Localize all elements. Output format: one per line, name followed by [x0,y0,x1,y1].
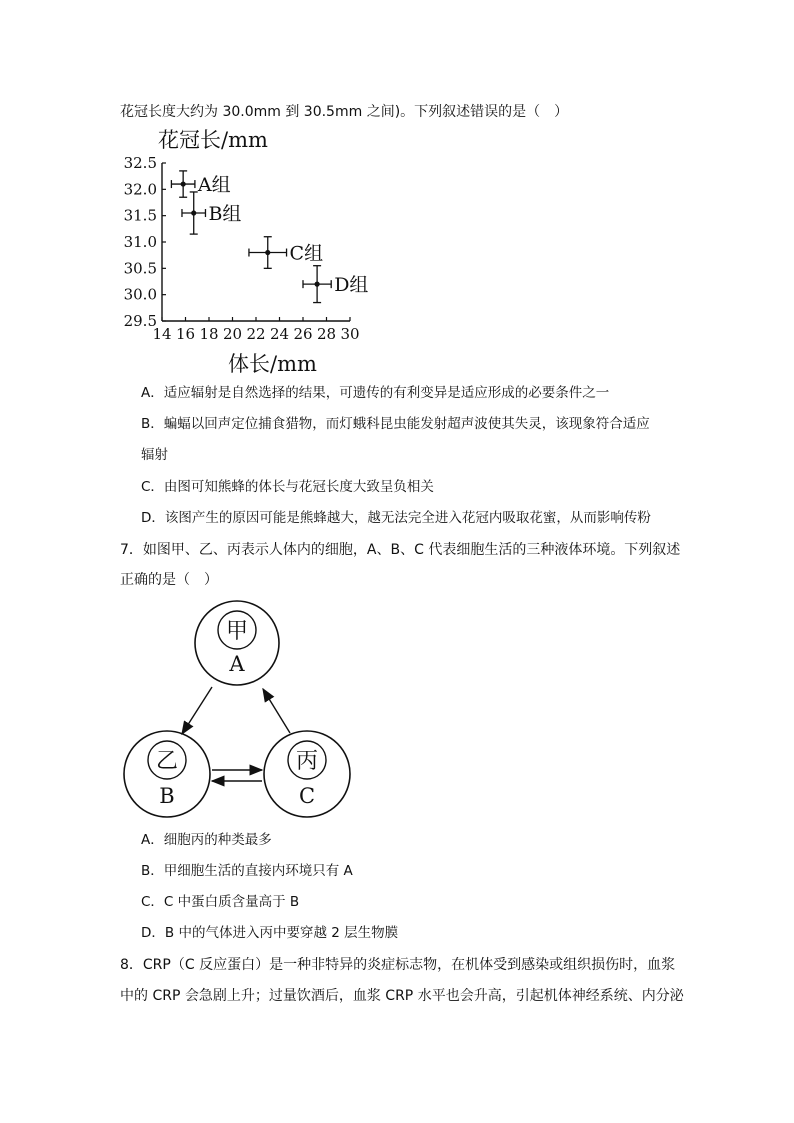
x-tick-label: 18 [199,325,219,343]
point-label: C组 [289,242,324,265]
arrow-c-to-a [263,689,290,733]
q6-intro-tail: 花冠长度大约为 30.0mm 到 30.5mm 之间)。下列叙述错误的是（ ） [120,104,569,120]
q6-option-c: C．由图可知熊蜂的体长与花冠长度大致呈负相关 [141,479,434,495]
q6-option-a: A．适应辐射是自然选择的结果，可遗传的有利变异是适应形成的必要条件之一 [141,385,610,401]
data-point [191,210,196,215]
q8-stem: 8．CRP（C 反应蛋白）是一种非特异的炎症标志物，在机体受到感染或组织损伤时，血浆 [120,957,676,973]
x-tick-label: 14 [152,325,172,343]
env-c-label: C [298,784,316,808]
env-b-label: B [159,784,175,808]
x-tick-label: 22 [246,325,266,343]
q7-stem-cont: 正确的是（ ） [120,572,218,588]
x-tick-label: 20 [222,325,243,343]
y-tick-label: 32.5 [123,154,157,172]
y-tick-label: 31.0 [123,233,157,251]
cell-environment-diagram [118,595,358,825]
y-tick-label: 31.5 [123,206,157,225]
cell-yi-label: 乙 [155,749,179,774]
cell-jia-label: 甲 [225,619,249,644]
data-point [265,250,270,255]
q6-option-d: D．该图产生的原因可能是熊蜂越大，越无法完全进入花冠内吸取花蜜，从而影响传粉 [141,510,651,526]
q6-option-b-cont: 辐射 [141,447,168,463]
y-tick-label: 30.5 [123,259,157,278]
y-axis-label: 花冠长/mm [158,128,268,152]
left-environment-circle [124,731,210,817]
top-environment-circle [195,601,279,685]
q7-option-b: B．甲细胞生活的直接内环境只有 A [141,863,353,879]
q7-option-a: A．细胞丙的种类最多 [141,832,272,848]
q7-option-c: C．C 中蛋白质含量高于 B [141,894,300,910]
arrow-a-to-b [182,687,212,734]
data-point [181,181,186,186]
q7-stem: 7．如图甲、乙、丙表示人体内的细胞，A、B、C 代表细胞生活的三种液体环境。下列叙述 [120,542,681,558]
x-tick-label: 28 [316,325,337,343]
right-environment-circle [264,731,350,817]
cell-bing-label: 丙 [295,749,319,774]
x-tick-label: 26 [293,325,313,343]
point-label: B组 [208,203,242,226]
env-a-label: A [229,652,245,676]
y-tick-label: 29.5 [123,312,157,330]
q6-option-b: B．蝙蝠以回声定位捕食猎物，而灯蛾科昆虫能发射超声波使其失灵，该现象符合适应 [141,416,650,432]
y-tick-label: 30.0 [123,285,157,304]
q8-stem-cont: 中的 CRP 会急剧上升；过量饮酒后，血浆 CRP 水平也会升高，引起机体神经系统、内分泌 [120,988,684,1004]
x-tick-label: 30 [340,325,360,343]
x-tick-label: 16 [175,325,196,343]
point-label: A组 [197,174,231,197]
y-tick-label: 32.0 [123,180,157,199]
point-label: D组 [334,274,369,297]
x-tick-label: 24 [269,325,290,343]
x-axis-label: 体长/mm [228,352,317,376]
scatter-chart [110,125,400,380]
data-point [315,282,320,287]
q7-option-d: D．B 中的气体进入丙中要穿越 2 层生物膜 [141,925,399,941]
